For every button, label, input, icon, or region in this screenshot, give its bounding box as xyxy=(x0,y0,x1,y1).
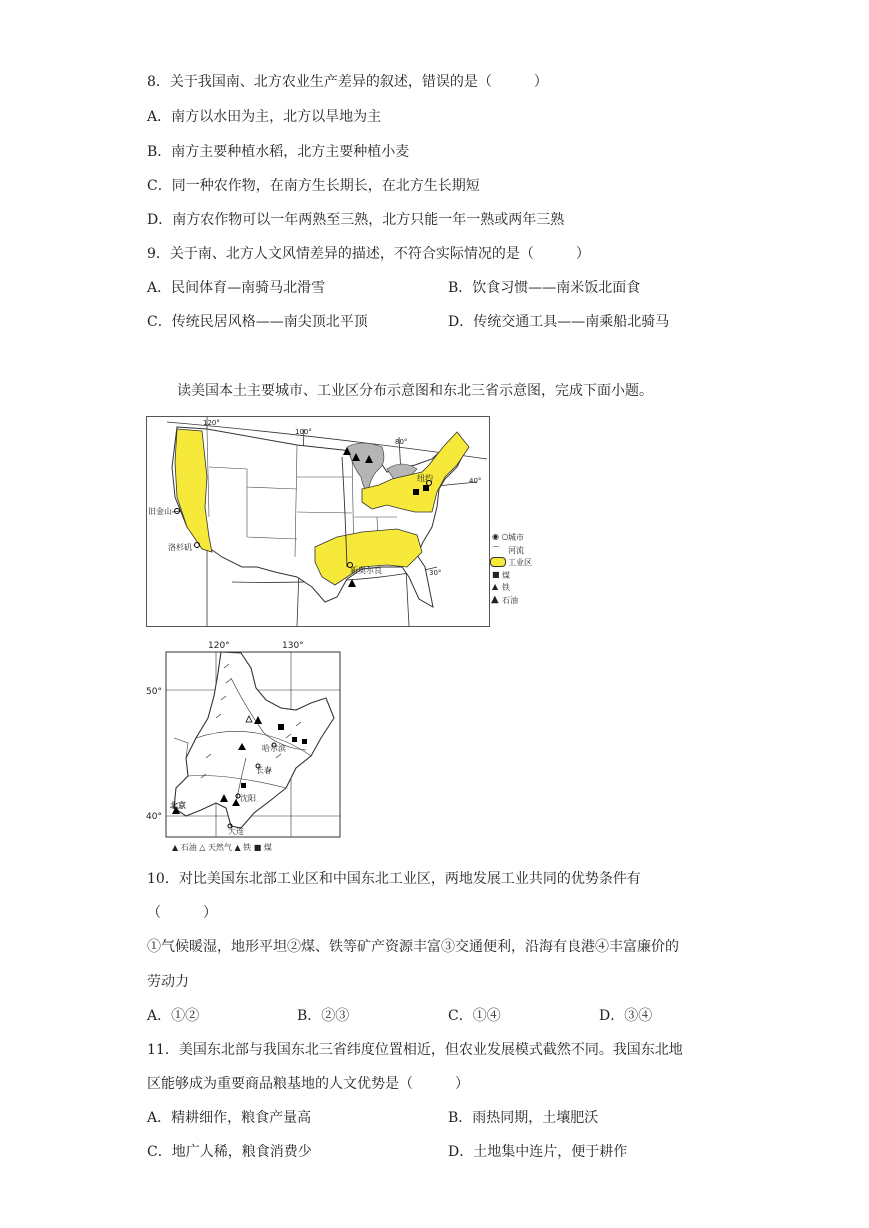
iron-icon: ▲ xyxy=(492,582,499,591)
ne-lat-50-label: 50° xyxy=(146,687,162,697)
q9-stem: 9．关于南、北方人文风情差异的描述，不符合实际情况的是（ ） xyxy=(147,246,590,262)
q8-option-b: B．南方主要种植水稻，北方主要种植小麦 xyxy=(147,144,410,160)
q10-option-c: C．①④ xyxy=(448,1008,501,1024)
q8-stem: 8．关于我国南、北方农业生产差异的叙述，错误的是（ ） xyxy=(147,74,548,90)
usa-industry-map xyxy=(146,416,490,627)
q10-stem: 10．对比美国东北部工业区和中国东北工业区，两地发展工业共同的优势条件有 xyxy=(147,871,641,887)
legend-industry-swatch xyxy=(490,557,506,567)
city-label-new-orleans: 新奥尔良 xyxy=(350,566,382,575)
q9-option-b: B．饮食习惯——南米饭北面食 xyxy=(448,280,641,296)
usa-lon-80-label: 80° xyxy=(395,438,408,446)
q8-option-c: C．同一种农作物，在南方生长期长，在北方生长期短 xyxy=(147,178,480,194)
q11-option-b: B．雨热同期，土壤肥沃 xyxy=(448,1110,599,1126)
city-label-changchun: 长春 xyxy=(256,766,272,775)
q11-option-c: C．地广人稀，粮食消费少 xyxy=(147,1144,312,1160)
usa-lat-30-label: 30° xyxy=(429,569,442,577)
legend-iron: 铁 xyxy=(502,583,510,592)
legend-city: 城市 xyxy=(508,533,524,542)
usa-lon-120-label: 120° xyxy=(203,419,220,427)
legend-coal: 煤 xyxy=(502,571,510,580)
coal-icon: ■ xyxy=(492,570,500,579)
legend-oil: 石油 xyxy=(502,596,518,605)
ne-map-legend: ▲ 石油 △ 天然气 ▲ 铁 ■ 煤 xyxy=(172,843,272,852)
city-label-los-angeles: 洛杉矶 xyxy=(168,543,192,552)
legend-industry: 工业区 xyxy=(508,558,532,567)
q9-option-a: A．民间体育—南骑马北滑雪 xyxy=(147,280,326,296)
q10-statements-cont: 劳动力 xyxy=(147,974,189,990)
q8-option-d: D．南方农作物可以一年两熟至三熟，北方只能一年一熟或两年三熟 xyxy=(147,212,565,228)
usa-map-figure xyxy=(147,417,489,626)
usa-lon-100-label: 100° xyxy=(295,428,312,436)
ne-map-figure xyxy=(146,638,342,854)
q11-option-a: A．精耕细作，粮食产量高 xyxy=(147,1110,312,1126)
ne-lon-120-label: 120° xyxy=(208,641,230,651)
q11-stem-line2: 区能够成为重要商品粮基地的人文优势是（ ） xyxy=(147,1076,469,1092)
q11-stem-line1: 11．美国东北部与我国东北三省纬度位置相近，但农业发展模式截然不同。我国东北地 xyxy=(147,1042,683,1058)
legend-river: 河流 xyxy=(508,546,524,555)
reading-intro: 读美国本土主要城市、工业区分布示意图和东北三省示意图，完成下面小题。 xyxy=(177,383,653,399)
q10-statements: ①气候暖湿，地形平坦②煤、铁等矿产资源丰富③交通便利，沿海有良港④丰富廉价的 xyxy=(147,939,679,955)
city-label-shenyang: 沈阳 xyxy=(240,794,256,803)
legend-river-icon: ⌒ xyxy=(492,546,500,555)
q10-option-b: B．②③ xyxy=(297,1008,350,1024)
q10-paren: （ ） xyxy=(147,905,217,921)
ne-lon-130-label: 130° xyxy=(282,641,304,651)
city-label-new-york: 纽约 xyxy=(417,474,433,483)
ne-lat-40-label: 40° xyxy=(146,812,162,822)
city-label-beijing: 北京 xyxy=(170,801,186,810)
northeast-china-map xyxy=(146,638,342,854)
q8-option-a: A．南方以水田为主，北方以旱地为主 xyxy=(147,109,382,125)
city-label-dalian: 大连 xyxy=(228,827,244,836)
q9-option-c: C．传统民居风格——南尖顶北平顶 xyxy=(147,314,368,330)
q9-option-d: D．传统交通工具——南乘船北骑马 xyxy=(448,314,670,330)
usa-lat-40-label: 40° xyxy=(469,477,482,485)
city-label-san-francisco: 旧金山 xyxy=(148,507,172,516)
legend-city-icon: ◉ ○ xyxy=(492,532,509,541)
q10-option-d: D．③④ xyxy=(599,1008,653,1024)
q10-option-a: A．①② xyxy=(147,1008,200,1024)
oil-icon: ▲ xyxy=(491,594,499,605)
city-label-harbin: 哈尔滨 xyxy=(262,744,286,753)
q11-option-d: D．土地集中连片，便于耕作 xyxy=(448,1144,628,1160)
